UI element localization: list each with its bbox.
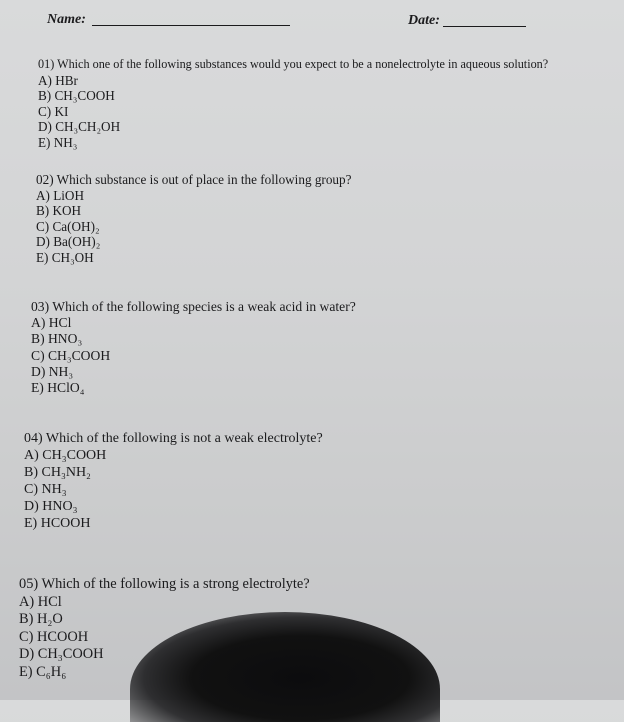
- question-3-option-e: E) HClO₄: [31, 380, 85, 396]
- question-1-option-e: E) NH₃: [38, 134, 78, 150]
- name-blank-line: [92, 25, 290, 26]
- question-5-option-b: B) H₂O: [19, 611, 63, 627]
- question-4-prompt: 04) Which of the following is not a weak electrolyte?: [24, 431, 323, 446]
- question-4-option-b: B) CH₃NH₂: [24, 465, 91, 480]
- question-1-option-a: A) HBr: [38, 72, 78, 88]
- question-3: [31, 299, 356, 396]
- question-2-option-c: C) Ca(OH)₂: [36, 218, 100, 234]
- question-3-option-a: A) HCl: [31, 315, 72, 331]
- question-1-option-b: B) CH₃COOH: [38, 88, 115, 103]
- question-2: [36, 172, 351, 265]
- question-3-option-c: C) CH₃COOH: [31, 347, 111, 363]
- question-5-option-c: C) HCOOH: [19, 628, 89, 645]
- question-4-option-c: C) NH₃: [24, 482, 67, 497]
- question-4-option-e: E) HCOOH: [24, 516, 91, 531]
- question-4: [24, 430, 323, 532]
- question-1-option-c: C) KI: [38, 103, 69, 119]
- question-1: [38, 57, 548, 150]
- name-label: Name:: [47, 12, 86, 27]
- question-5-option-d: D) CH₃COOH: [19, 646, 104, 662]
- question-2-option-b: B) KOH: [36, 203, 82, 218]
- question-2-prompt: 02) Which substance is out of place in the following group?: [36, 172, 352, 187]
- question-3-option-d: D) NH₃: [31, 363, 74, 379]
- question-4-option-a: A) CH₃COOH: [24, 448, 107, 463]
- question-1-prompt: 01) Which one of the following substances would you expect to be a nonelectrolyte in aqueous solution?: [38, 57, 549, 71]
- question-5-prompt: 05) Which of the following is a strong electrolyte?: [19, 576, 310, 592]
- date-label: Date:: [408, 13, 440, 28]
- date-blank-line: [443, 26, 526, 27]
- question-2-option-a: A) LiOH: [36, 187, 84, 203]
- question-3-prompt: 03) Which of the following species is a weak acid in water?: [31, 299, 356, 314]
- question-5-option-a: A) HCl: [19, 593, 62, 610]
- question-5-option-e: E) C₆H₆: [19, 663, 67, 680]
- question-3-option-b: B) HNO₃: [31, 331, 83, 347]
- question-2-option-d: D) Ba(OH)₂: [36, 234, 101, 249]
- question-4-option-d: D) HNO₃: [24, 499, 78, 514]
- question-1-option-d: D) CH₃CH₂OH: [38, 119, 121, 134]
- question-2-option-e: E) CH₃OH: [36, 249, 94, 265]
